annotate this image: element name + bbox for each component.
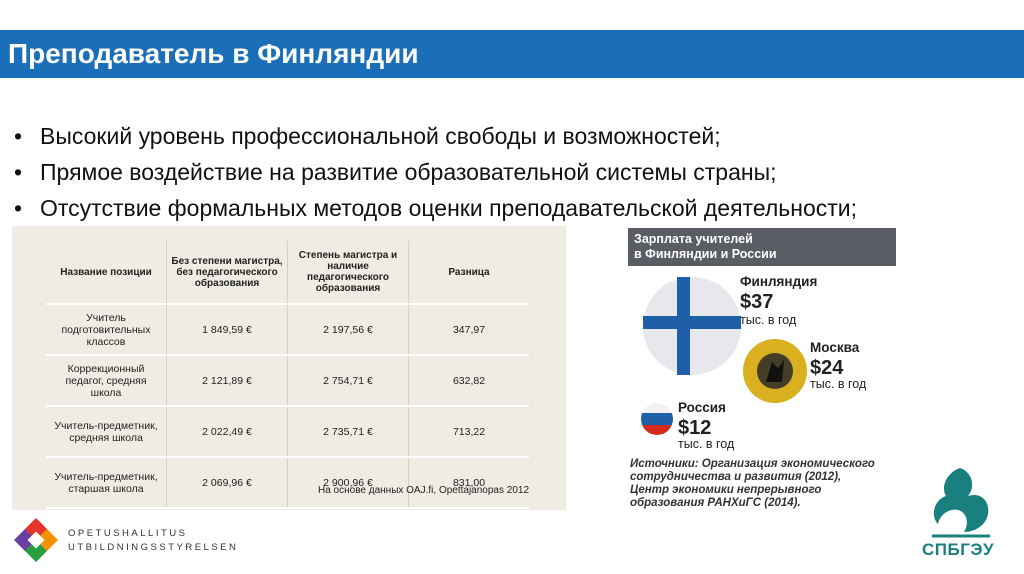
salary-table-panel: [12, 226, 566, 510]
table-header-row: [46, 241, 529, 304]
table-row: [46, 355, 529, 406]
table-cell: Учитель подготовительных классов: [46, 304, 167, 355]
finland-flag-icon: [642, 276, 742, 376]
logo-line: UTBILDNINGSSTYRELSEN: [68, 542, 239, 553]
table-cell: 713,22: [409, 406, 530, 457]
moscow-label: Москва: [810, 340, 860, 355]
finland-unit: тыс. в год: [740, 313, 797, 327]
bullet-item: [14, 154, 857, 190]
logo-text: [68, 527, 238, 555]
col-header: Разница: [409, 241, 530, 304]
infographic-header: [628, 228, 896, 266]
finland-amount: $37: [740, 291, 774, 313]
source-line: образования РАНХиГС (2014).: [630, 497, 801, 509]
bullet-text: Прямое воздействие на развитие образовательной системы страны;: [40, 159, 777, 185]
col-header: Название позиции: [46, 241, 167, 304]
bullet-list: [14, 118, 857, 226]
slide-title: Преподаватель в Финляндии: [8, 38, 419, 69]
moscow-amount: $24: [810, 357, 844, 379]
source-line: Центр экономики непрерывного: [630, 484, 822, 496]
bullet-dot: •: [14, 123, 23, 149]
table-row: [46, 304, 529, 355]
moscow-emblem-icon: [742, 338, 808, 404]
salary-table: [46, 241, 529, 509]
spbgeu-logo-text: СПБГЭУ: [922, 540, 995, 559]
russia-amount: $12: [678, 417, 712, 439]
russia-label: Россия: [678, 400, 726, 415]
table-cell: 831,00: [409, 457, 530, 508]
table-cell: 2 121,89 €: [167, 355, 288, 406]
col-header: Степень магистра и наличие педагогического образования: [288, 241, 409, 304]
table-row: [46, 406, 529, 457]
table-cell: 2 754,71 €: [288, 355, 409, 406]
logo-line: OPETUSHALLITUS: [68, 528, 188, 539]
finland-label: Финляндия: [740, 274, 818, 289]
title-bar: [0, 28, 1024, 78]
table-cell: 2 022,49 €: [167, 406, 288, 457]
source-line: сотрудничества и развития (2012),: [630, 471, 842, 483]
table-cell: 2 900,96 €: [288, 457, 409, 508]
infographic-title: в Финляндии и России: [634, 247, 777, 261]
table-cell: Учитель-предметник, средняя школа: [46, 406, 167, 457]
col-header: Без степени магистра, без педагогического образования: [167, 241, 288, 304]
moscow-unit: тыс. в год: [810, 377, 867, 391]
table-cell: 2 069,96 €: [167, 457, 288, 508]
russia-flag-icon: [640, 402, 674, 436]
table-cell: Коррекционный педагог, средняя школа: [46, 355, 167, 406]
table-cell: 347,97: [409, 304, 530, 355]
table-row: [46, 457, 529, 508]
bullet-item: [14, 118, 857, 154]
opetushallitus-logo-icon: [12, 516, 60, 564]
table-cell: 2 197,56 €: [288, 304, 409, 355]
bullet-text: Высокий уровень профессиональной свободы и возможностей;: [40, 123, 721, 149]
russia-unit: тыс. в год: [678, 437, 735, 451]
table-cell: Учитель-предметник, старшая школа: [46, 457, 167, 508]
bullet-item: [14, 190, 857, 226]
bullet-dot: •: [14, 159, 23, 185]
table-source-note: На основе данных OAJ.fi, Opettajanopas 2012: [318, 485, 530, 496]
bullet-text: Отсутствие формальных методов оценки преподавательской деятельности;: [40, 195, 858, 221]
table-cell: 632,82: [409, 355, 530, 406]
table-cell: 1 849,59 €: [167, 304, 288, 355]
infographic-sources: [630, 458, 875, 510]
infographic-title: Зарплата учителей: [634, 232, 753, 246]
bullet-dot: •: [14, 195, 23, 221]
table-cell: 2 735,71 €: [288, 406, 409, 457]
source-line: Источники: Организация экономического: [630, 458, 875, 470]
